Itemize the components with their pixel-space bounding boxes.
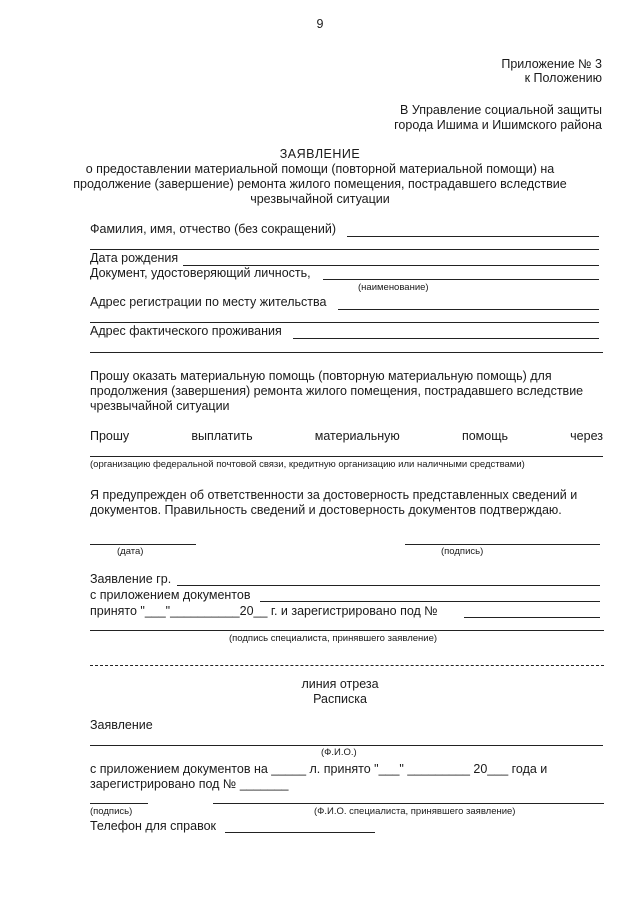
page-number: 9	[316, 17, 324, 31]
date-hint: (дата)	[117, 546, 144, 557]
phone-line[interactable]	[225, 832, 375, 833]
warning-line-1: Я предупрежден об ответственности за достоверность представленных сведений и	[90, 488, 578, 502]
payout-word-3: материальную	[314, 429, 400, 443]
id-document-label: Документ, удостоверяющий личность,	[90, 266, 311, 280]
application-from-label: Заявление гр.	[90, 572, 172, 586]
reg-address-label: Адрес регистрации по месту жительства	[90, 295, 327, 309]
appendix-line-1: Приложение № 3	[501, 57, 602, 71]
id-document-hint: (наименование)	[358, 282, 429, 293]
request-line-3: чрезвычайной ситуации	[90, 399, 230, 413]
request-line-2: продолжения (завершения) ремонта жилого помещения, пострадавшего вследствие	[90, 384, 584, 398]
receipt-docs-line-1: с приложением документов на _____ л. принято "___" _________ 20___ года и	[90, 762, 548, 776]
receipt-application-label: Заявление	[90, 718, 153, 732]
specialist-hint: (подпись специалиста, принявшего заявление)	[229, 633, 438, 644]
with-documents-label: с приложением документов	[90, 588, 251, 602]
signature-hint: (подпись)	[441, 546, 484, 557]
subtitle-line-1: о предоставлении материальной помощи (повторной материальной помощи) на	[85, 162, 555, 176]
fio-label: Фамилия, имя, отчество (без сокращений)	[90, 222, 336, 236]
payout-word-5: через	[570, 429, 603, 443]
cut-dashed-line	[90, 665, 604, 666]
fio-line[interactable]	[347, 236, 599, 237]
warning-line-2: документов. Правильность сведений и достоверность документов подтверждаю.	[90, 503, 562, 517]
document-title: ЗАЯВЛЕНИЕ	[279, 147, 361, 161]
birth-date-label: Дата рождения	[90, 251, 179, 265]
receipt-title: Расписка	[313, 692, 367, 706]
addressee-line-2: города Ишима и Ишимского района	[394, 118, 602, 132]
addressee-line-1: В Управление социальной защиты	[400, 103, 602, 117]
receipt-fio-line[interactable]	[90, 745, 603, 746]
registration-number-line[interactable]	[464, 617, 600, 618]
application-from-line[interactable]	[177, 585, 600, 586]
receipt-docs-line-2: зарегистрировано под № _______	[90, 777, 289, 791]
specialist-signature-line[interactable]	[90, 630, 604, 631]
actual-address-line-2[interactable]	[90, 352, 603, 353]
receipt-signature-line[interactable]	[90, 803, 148, 804]
payout-word-1: Прошу	[90, 429, 130, 443]
reg-address-line[interactable]	[338, 309, 599, 310]
receipt-fio-hint: (Ф.И.О.)	[321, 747, 357, 758]
actual-address-line[interactable]	[293, 338, 599, 339]
reg-address-line-2[interactable]	[90, 322, 599, 323]
request-line-1: Прошу оказать материальную помощь (повторную материальную помощь) для	[90, 369, 552, 383]
fio-line-2[interactable]	[90, 249, 599, 250]
receipt-specialist-hint: (Ф.И.О. специалиста, принявшего заявление)	[314, 806, 516, 817]
actual-address-label: Адрес фактического проживания	[90, 324, 282, 338]
payout-hint: (организацию федеральной почтовой связи, кредитную организацию или наличными средствами)	[90, 459, 525, 470]
cut-line-label: линия отреза	[301, 677, 379, 691]
signature-line[interactable]	[405, 544, 600, 545]
phone-label: Телефон для справок	[90, 819, 217, 833]
payout-word-2: выплатить	[191, 429, 253, 443]
receipt-signature-hint: (подпись)	[90, 806, 133, 817]
id-document-line[interactable]	[323, 279, 599, 280]
payout-line	[90, 429, 603, 443]
payout-word-4: помощь	[461, 429, 509, 443]
payout-method-line[interactable]	[90, 456, 603, 457]
subtitle-line-3: чрезвычайной ситуации	[250, 192, 390, 206]
receipt-specialist-line[interactable]	[213, 803, 604, 804]
appendix-line-2: к Положению	[524, 71, 602, 85]
subtitle-line-2: продолжение (завершение) ремонта жилого помещения, пострадавшего вследствие	[73, 177, 567, 191]
date-line[interactable]	[90, 544, 196, 545]
accepted-label: принято "___"__________20__ г. и зарегистрировано под №	[90, 604, 438, 618]
with-documents-line[interactable]	[260, 601, 600, 602]
